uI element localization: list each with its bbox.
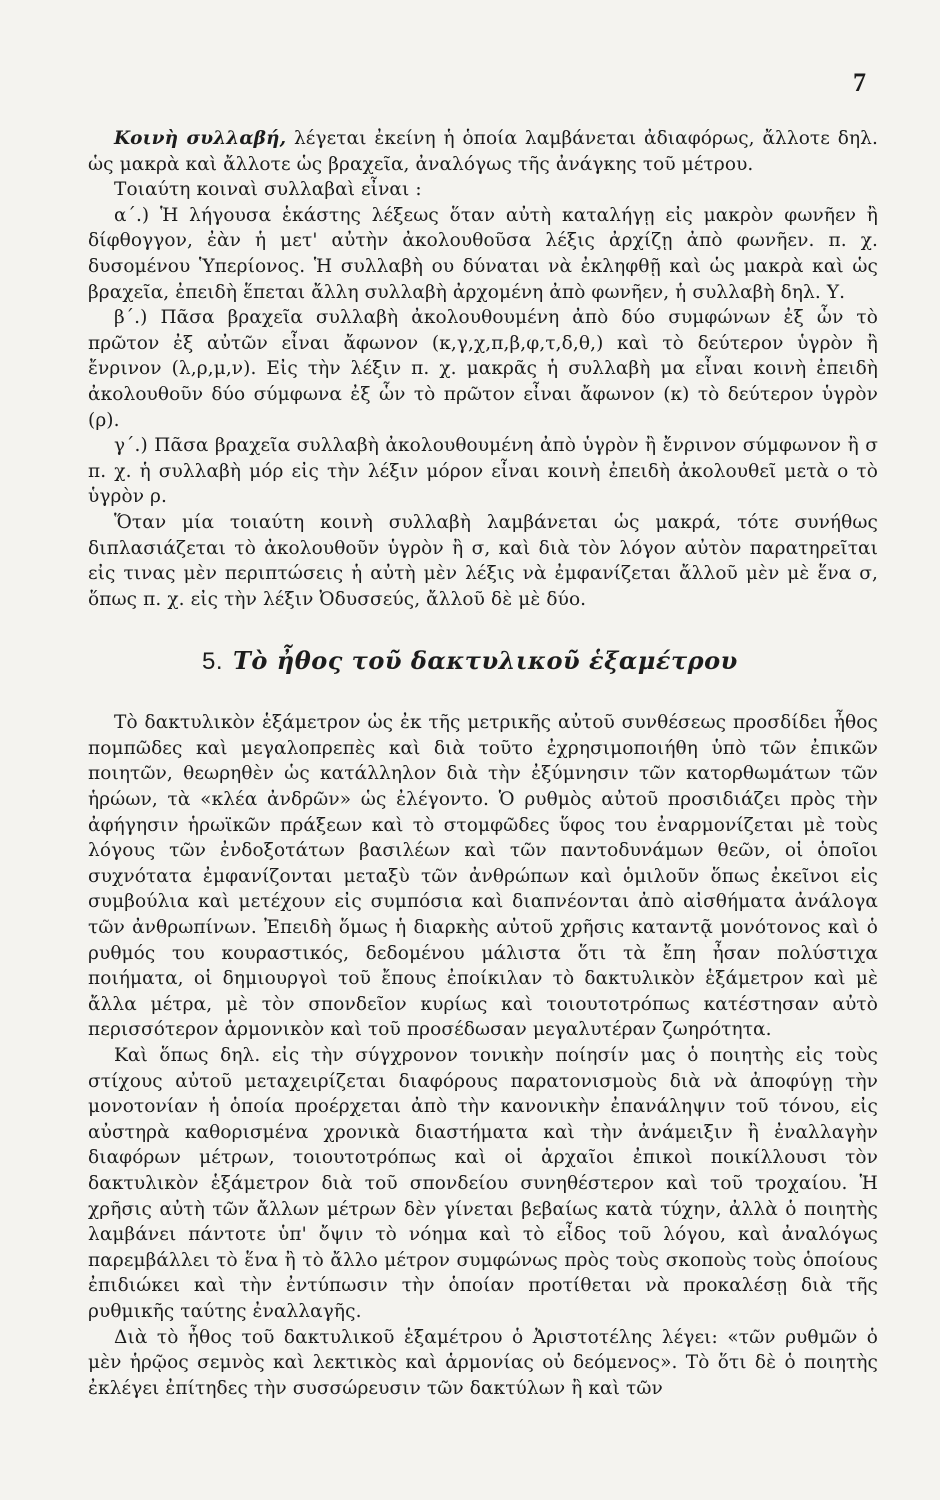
paragraph-intro-list: Τοιαύτη κοιναὶ συλλαβαὶ εἶναι : [114, 179, 422, 201]
page-number: 7 [853, 68, 866, 97]
paragraph-rule-a: α΄.) Ἡ λήγουσα ἑκάστης λέξεως ὅταν αὐτὴ καταλήγῃ εἰς μακρὸν φωνῆεν ἢ δίφθογγον, ἐὰν ἡ μετ' αὐτὴν ἀκολουθοῦσα λέξις ἀρχίζῃ ἀπὸ φωνῆεν. π. χ. δυσομένου Ὑπερίονος. Ἡ συλλαβὴ ου δύναται νὰ ἐκληφθῇ καὶ ὡς μακρὰ καὶ ὡς βραχεῖα, ἐπειδὴ ἕπεται ἄλλη συλλαβὴ ἀρχομένη ἀπὸ φωνῆεν, ἡ συλλαβὴ δηλ. Υ. [88, 204, 878, 303]
paragraph-ethos-hexameter: Τὸ δακτυλικὸν ἑξάμετρον ὡς ἐκ τῆς μετρικῆς αὐτοῦ συνθέσεως προσδίδει ἦθος πομπῶδες καὶ μεγαλοπρεπὲς καὶ διὰ τοῦτο ἐχρησιμοποιήθη ὑπὸ τῶν ἐπικῶν ποιητῶν, θεωρηθὲν ὡς κατάλληλον διὰ τὴν ἐξύμνησιν τῶν κατορθωμάτων τῶν ἡρώων, τὰ «κλέα ἀνδρῶν» ὡς ἐλέγοντο. Ὁ ρυθμὸς αὐτοῦ προσιδιάζει πρὸς τὴν ἀφήγησιν ἡρωϊκῶν πράξεων καὶ τὸ στομφῶδες ὕφος του ἐναρμονίζεται μὲ τοὺς λόγους τῶν ἐνδοξοτάτων βασιλέων καὶ τῶν παντοδυνάμων θεῶν, οἱ ὁποῖοι συχνότατα ἐμφανίζονται μεταξὺ τῶν ἀνθρώπων καὶ ὁμιλοῦν ὅπως ἐκεῖνοι εἰς συμβούλια καὶ μετέχουν εἰς συμπόσια καὶ διαπνέονται ἀπὸ αἰσθήματα ἀνάλογα τῶν ἀνθρωπίνων. Ἐπειδὴ ὅμως ἡ διαρκὴς αὐτοῦ χρῆσις καταντᾷ μονότονος καὶ ὁ ρυθμός του κουραστικός, δεδομένου μάλιστα ὅτι τὰ ἔπη ἦσαν πολύστιχα ποιήματα, οἱ δημιουργοὶ τοῦ ἔπους ἐποίκιλαν τὸ δακτυλικὸν ἑξάμετρον καὶ μὲ ἄλλα μέτρα, μὲ τὸν σπονδεῖον κυρίως καὶ τοιουτοτρόπως κατέστησαν αὐτὸ περισσότερον ἁρμονικὸν καὶ τοῦ προσέδωσαν μεγαλυτέραν ζωηρότητα. [88, 712, 878, 1041]
definition-text: λέγεται ἐκείνη ἡ ὁποία λαμβάνεται ἀδιαφόρως, ἄλλοτε δηλ. ὡς μακρὰ καὶ ἄλλοτε ὡς βραχεῖα, ἀναλόγως τῆς ἀνάγκης τοῦ μέτρου. [88, 128, 878, 175]
section-title: Τὸ ἦθος τοῦ δακτυλικοῦ ἑξαμέτρου [233, 646, 738, 676]
paragraph-rule-b: β΄.) Πᾶσα βραχεῖα συλλαβὴ ἀκολουθουμένη ἀπὸ δύο συμφώνων ἐξ ὧν τὸ πρῶτον ἐξ αὐτῶν εἶναι ἄφωνον (κ,γ,χ,π,β,φ,τ,δ,θ,) καὶ τὸ δεύτερον ὑγρὸν ἢ ἔνρινον (λ,ρ,μ,ν). Εἰς τὴν λέξιν π. χ. μακρᾶς ἡ συλλαβὴ μα εἶναι κοινὴ ἐπειδὴ ἀκολουθοῦν δύο σύμφωνα ἐξ ὧν τὸ πρῶτον εἶναι ἄφωνον (κ) τὸ δεύτερον ὑγρὸν (ρ). [88, 307, 878, 431]
paragraph-doubling: Ὅταν μία τοιαύτη κοινὴ συλλαβὴ λαμβάνεται ὡς μακρά, τότε συνήθως διπλασιάζεται τὸ ἀκολουθοῦν ὑγρὸν ἢ σ, καὶ διὰ τὸν λόγον αὐτὸν παρατηρεῖται εἰς τινας μὲν περιπτώσεις ἡ αὐτὴ μὲν λέξις νὰ ἐμφανίζεται ἄλλοῦ μὲν μὲ ἕνα σ, ὅπως π. χ. εἰς τὴν λέξιν Ὀδυσσεύς, ἄλλοῦ δὲ μὲ δύο. [88, 511, 878, 610]
paragraph-common-syllable-definition [88, 126, 878, 177]
paragraph-rule-c: γ΄.) Πᾶσα βραχεῖα συλλαβὴ ἀκολουθουμένη ἀπὸ ὑγρὸν ἢ ἔνρινον σύμφωνον ἢ σ π. χ. ἡ συλλαβὴ μόρ εἰς τὴν λέξιν μόρον εἶναι κοινὴ ἐπειδὴ ἀκολουθεῖ μετὰ ο τὸ ὑγρὸν ρ. [88, 435, 878, 508]
term-common-syllable: Κοινὴ συλλαβή, [114, 128, 287, 149]
section-number: 5. [202, 648, 224, 676]
paragraph-aristotle-quote: Διὰ τὸ ἦθος τοῦ δακτυλικοῦ ἑξαμέτρου ὁ Ἀριστοτέλης λέγει: «τῶν ρυθμῶν ὁ μὲν ἡρῷος σεμνὸς καὶ λεκτικὸς καὶ ἁρμονίας οὐ δεόμενος». Τὸ ὅτι δὲ ὁ ποιητὴς ἐκλέγει ἐπίτηδες τὴν συσσώρευσιν τῶν δακτύλων ἢ καὶ τῶν [88, 1326, 878, 1399]
section-heading [202, 646, 878, 676]
paragraph-modern-poetry-comparison: Καὶ ὅπως δηλ. εἰς τὴν σύγχρονον τονικὴν ποίησίν μας ὁ ποιητὴς εἰς τοὺς στίχους αὐτοῦ μεταχειρίζεται διαφόρους παρατονισμοὺς διὰ νὰ ἀποφύγῃ τὴν μονοτονίαν ἡ ὁποία προέρχεται ἀπὸ τὴν κανονικὴν ἐπανάληψιν τοῦ τόνου, εἰς αὐστηρὰ καθορισμένα χρονικὰ διαστήματα καὶ τὴν ἀνάμειξιν ἢ ἐναλλαγὴν διαφόρων μέτρων, τοιουτοτρόπως καὶ οἱ ἀρχαῖοι ἐπικοὶ ποικίλλουσι τὸν δακτυλικὸν ἑξάμετρον διὰ τοῦ σπονδείου συνηθέστερον καὶ τοῦ τροχαίου. Ἡ χρῆσις αὐτὴ τῶν ἄλλων μέτρων δὲν γίνεται βεβαίως κατὰ τύχην, ἀλλὰ ὁ ποιητὴς λαμβάνει πάντοτε ὑπ' ὄψιν τὸ νόημα καὶ τὸ εἶδος τοῦ λόγου, καὶ ἀναλόγως παρεμβάλλει τὸ ἕνα ἢ τὸ ἄλλο μέτρον συμφώνως πρὸς τοὺς σκοποὺς τοὺς ὁποίους ἐπιδιώκει καὶ τὴν ἐντύπωσιν τὴν ὁποίαν προτίθεται νὰ προκαλέσῃ διὰ τῆς ρυθμικῆς ταύτης ἐναλλαγῆς. [88, 1045, 878, 1322]
